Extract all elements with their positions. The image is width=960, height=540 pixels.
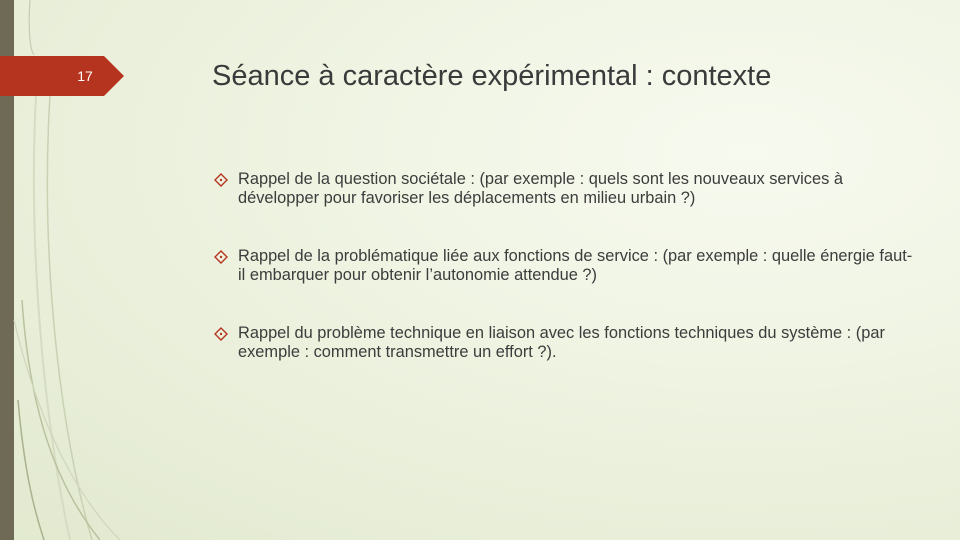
bullet-text: Rappel de la question sociétale : (par exemple : quels sont les nouveaux services à développer pour favoriser les déplacements en milieu urbain ?)	[238, 170, 843, 207]
list-item	[214, 247, 914, 285]
diamond-outline-icon	[214, 327, 228, 341]
slide-number: 17	[77, 68, 93, 84]
slide-title: Séance à caractère expérimental : contexte	[212, 60, 772, 92]
bullet-list	[214, 170, 914, 401]
bullet-text: Rappel de la problématique liée aux fonctions de service : (par exemple : quelle énergie faut-il embarquer pour obtenir l’autonomie attendue ?)	[238, 247, 913, 284]
bullet-text: Rappel du problème technique en liaison avec les fonctions techniques du système : (par exemple : comment transmettre un effort ?).	[238, 324, 885, 361]
list-item	[214, 324, 914, 362]
list-item	[214, 170, 914, 208]
diamond-outline-icon	[214, 173, 228, 187]
diamond-outline-icon	[214, 250, 228, 264]
